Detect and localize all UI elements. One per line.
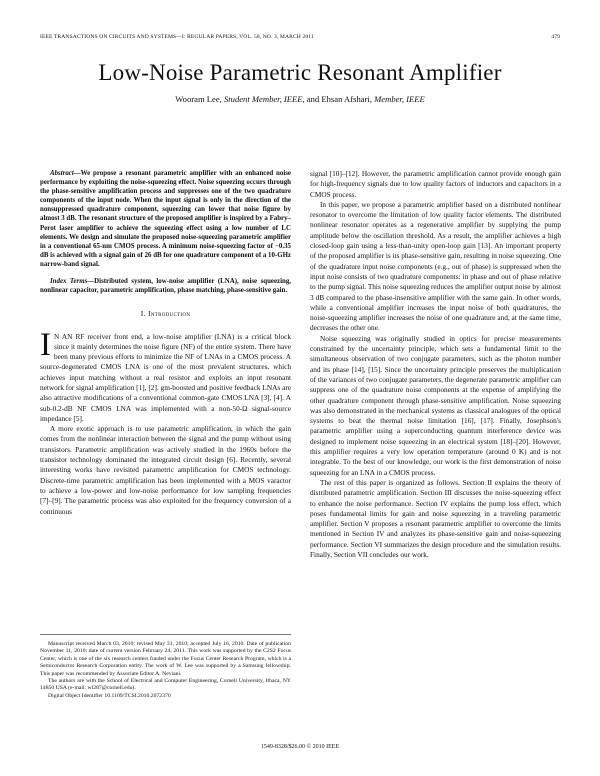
footnote: [40, 634, 291, 700]
right-column: [310, 169, 561, 560]
footnote-doi: Digital Object Identifier 10.1109/TCSI.2010.2072370: [48, 692, 171, 699]
intro-paragraph-1: [40, 326, 292, 425]
author-and: and: [306, 94, 320, 104]
intro-first-word: N AN: [54, 331, 73, 341]
author-2-name: Ehsan Afshari,: [321, 94, 372, 104]
index-terms-text: —Distributed system, low-noise amplifier (LNA), noise squeezing, nonlinear capacitor, parametric amplification, phase matching, phase-sensitive gain.: [40, 278, 291, 295]
journal-name: IEEE TRANSACTIONS ON CIRCUITS AND SYSTEMS—I: REGULAR PAPERS, VOL. 58, NO. 3, MARCH 2011: [40, 34, 314, 40]
right-paragraph-2: In this paper, we propose a parametric amplifier based on a distributed nonlinear resonator to overcome the limitation of low quality factor elements. The distributed nonlinear resonator operates as a regenerative amplifier by supplying the pump amplitude below the oscillation threshold. As a result, the amplifier achieves a high closed-loop gain using a less-than-unity open-loop gain [13]. An important property of the proposed amplifier is its phase-sensitive gain, resulting in noise squeezing. One of the quadrature input noise components (e.g., out of phase) is suppressed when the input noise consists of two quadrature components: in phase and out of phase relative to the pump signal. This noise squeezing reduces the amplifier output noise by almost 3 dB compared to the phase-insensitive amplifier with the same gain. In other words, while a conventional amplifier increases the input noise of both quadratures, the noise-squeezing amplifier increases the noise of one quadrature and, at the same time, decreases the other one.: [310, 199, 561, 333]
footnote-manuscript: Manuscript received March 03, 2010; revised May 31, 2010; accepted July 16, 2010. Date of publication November 11, 2010; date of current version February 24, 2011. This work was supported by the C2S2 Focus Center, which is one of the six research centers funded under the Focus Center Research Program, which is a Semiconductor Research Corporation entity. The work of W. Lee was supported by a Samsung fellowship. This paper was recommended by Associate Editor A. Neviani.: [40, 641, 291, 677]
running-head: [40, 34, 560, 40]
section-heading-introduction: I. Introduction: [140, 309, 191, 319]
drop-cap: I: [40, 326, 51, 363]
author-line: [0, 94, 600, 104]
copyright-footer: 1549-8328/$26.00 © 2010 IEEE: [260, 744, 340, 750]
page-number: 479: [551, 34, 560, 40]
right-paragraph-1: signal [10]–[12]. However, the parametric amplification cannot provide enough gain for high-frequency signals due to low quality factors of inductors and capacitors in a CMOS process.: [310, 169, 561, 199]
paper-title: Low-Noise Parametric Resonant Amplifier: [98, 60, 502, 85]
abstract-lead: Abstract: [50, 170, 74, 177]
abstract: [40, 169, 291, 269]
intro-paragraph-2: A more exotic approach is to use parametric amplification, in which the gain comes from the nonlinear interaction between the signal and the pump without using transistors. Parametric amplification was actively studied in the 1960s before the transistor technology dominated the integrated circuit design [6]. Recently, several interesting works have revisited parametric amplification for CMOS technology. Discrete-time parametric amplification has been implemented with a MOS varactor to achieve a low-power and low-noise performance for low sampling frequencies [7]–[9]. The parametric process was also exploited for the frequency conversion of a continuous: [40, 424, 291, 516]
intro-paragraph-1-text: RF receiver front end, a low-noise amplifier (LNA) is a critical block since it mainly determines the noise figure (NF) of the entire system. There have been many previous efforts to minimize the NF of LNAs in a CMOS process. A source-degenerated CMOS LNA is one of the most prevalent structures, which achieves input matching without a real resistor and exploits an input resonant network for signal amplification [1], [2]. gm-boosted and positive feedback LNAs are also attractive modifications of a conventional common-gate CMOS LNA [3], [4]. A sub-0.2-dB NF CMOS LNA was implemented with a non-50-Ω signal-source impedance [5].: [40, 331, 292, 423]
author-2-role: Member, IEEE: [374, 94, 425, 104]
right-paragraph-4: The rest of this paper is organized as follows. Section II explains the theory of distributed parametric amplification. Section III discusses the noise-squeezing effect to enhance the noise performance. Section IV explains the pump loss effect, which poses fundamental limits for gain and noise squeezing in a traveling parametric amplifier. Section V proposes a resonant parametric amplifier to overcome the limits mentioned in Section IV and analyzes its phase-sensitive gain and noise-squeezing performance. Section VI summarizes the design procedure and the simulation results. Finally, Section VII concludes our work.: [310, 477, 561, 559]
left-column: [40, 169, 291, 517]
author-1-name: Wooram Lee,: [175, 94, 222, 104]
index-terms: [40, 277, 291, 295]
abstract-text: —We propose a resonant parametric amplifier with an enhanced noise performance by exploiting the noise-squeezing effect. Noise squeezing occurs through the phase-sensitive amplification process and suppresses one of the two quadrature components of the input node. When the input signal is only in the direction of the nonsuppressed quadrature component, squeezing can lower that noise figure by almost 3 dB. The resonant structure of the proposed amplifier is inspired by a Fabry–Perot laser amplifier to achieve the squeezing effect using a low number of LC elements. We design and simulate the proposed noise-squeezing parametric amplifier in a conventional 65-nm CMOS process. A minimum noise-squeezing factor of −0.35 dB is achieved with a signal gain of 26 dB for one quadrature component of a 10-GHz narrow-band signal.: [40, 170, 291, 268]
index-terms-lead: Index Terms: [50, 278, 88, 286]
author-1-role: Student Member, IEEE,: [223, 94, 305, 104]
footnote-affiliation: The authors are with the School of Electrical and Computer Engineering, Cornell University, Ithaca, NY 14850 USA (e-mail: wl287@cornell.edu).: [40, 678, 291, 692]
right-paragraph-3: Noise squeezing was originally studied in optics for precise measurements constrained by the uncertainty principle, which sets a fundamental limit to the simultaneous observation of two conjugate parameters, such as the photon number and its phase [14], [15]. Since the uncertainty principle preserves the multiplication of the variances of two conjugate parameters, the degenerate parametric amplifier can suppress one of the quadrature noise components at the expense of amplifying the other quadrature component through phase-sensitive amplification. Noise squeezing was also demonstrated in the mechanical systems as classical analogues of the optical systems to beat the thermal noise limitation [16], [17]. Finally, Josephson's parametric amplifier using a superconducting quantum interference device was designed to implement noise squeezing in an electrical system [18]–[20]. However, this amplifier requires a very low operation temperature (around 0 K) and is not integrable. To the best of our knowledge, our work is the first demonstration of noise squeezing for an LNA in a CMOS process.: [310, 333, 561, 477]
